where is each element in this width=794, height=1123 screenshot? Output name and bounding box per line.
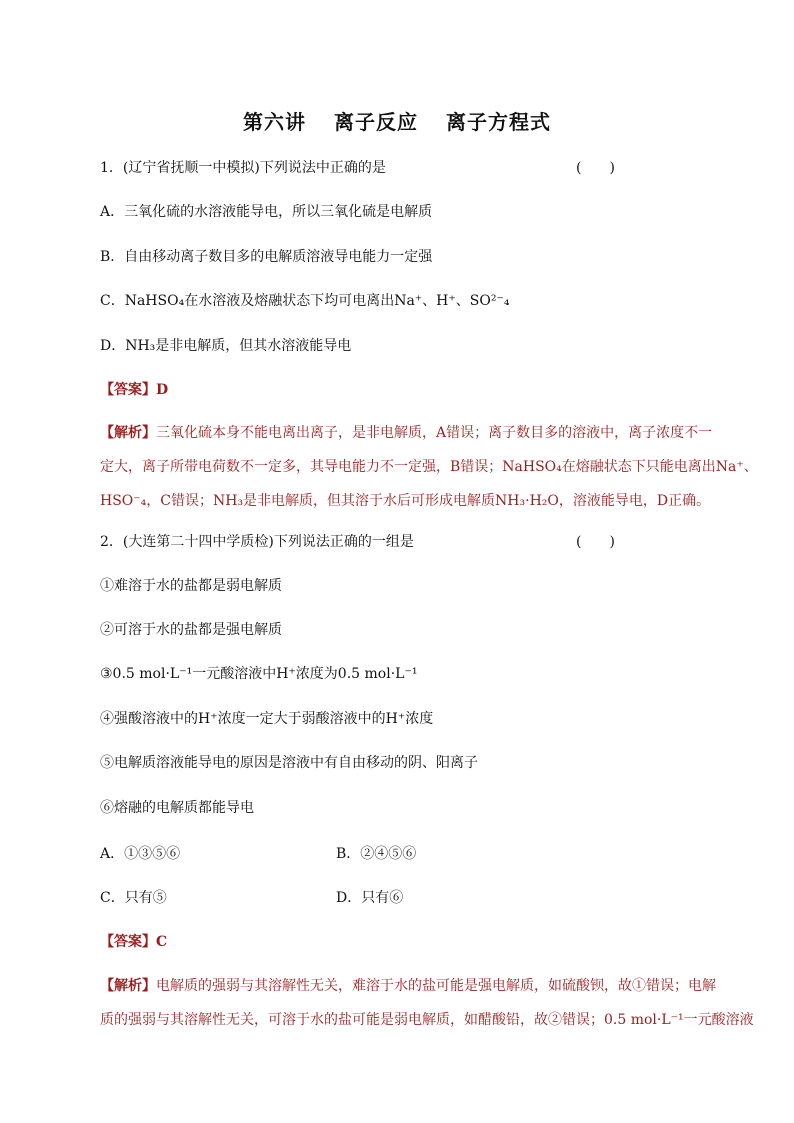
q1-answer-value: D bbox=[156, 382, 169, 398]
q2-exp-label: 【解析】 bbox=[100, 978, 156, 994]
q1-option-a: A．三氧化硫的水溶液能导电，所以三氧化硫是电解质 bbox=[100, 204, 433, 220]
q2-statement-1: ①难溶于水的盐都是弱电解质 bbox=[100, 578, 282, 594]
q2-statement-5: ⑤电解质溶液能导电的原因是溶液中有自由移动的阴、阳离子 bbox=[100, 755, 478, 771]
q1-exp-label: 【解析】 bbox=[100, 425, 156, 441]
q1-exp-line3: HSO⁻₄，C错误；NH₃是非电解质，但其溶于水后可形成电解质NH₃·H₂O，溶液能导电，D正确。 bbox=[100, 493, 711, 509]
q2-answer bbox=[100, 932, 167, 952]
page-title bbox=[0, 106, 794, 135]
q1-exp-line2: 定大，离子所带电荷数不一定多，其导电能力不一定强，B错误；NaHSO₄在熔融状态下只能电离出Na⁺、 bbox=[100, 459, 758, 475]
title-topic-1: 离子反应 bbox=[334, 110, 418, 134]
q1-answer-label: 【答案】 bbox=[100, 382, 156, 398]
q2-statement-2: ②可溶于水的盐都是强电解质 bbox=[100, 622, 282, 638]
q2-statement-3: ③0.5 mol·L⁻¹一元酸溶液中H⁺浓度为0.5 mol·L⁻¹ bbox=[100, 666, 418, 682]
q2-exp-line1: 电解质的强弱与其溶解性无关，难溶于水的盐可能是强电解质，如硫酸钡，故①错误；电解 bbox=[156, 978, 716, 994]
q2-answer-bracket: ( ) bbox=[576, 534, 615, 550]
q2-answer-value: C bbox=[156, 934, 168, 950]
q1-exp-line1: 三氧化硫本身不能电离出离子，是非电解质，A错误；离子数目多的溶液中，离子浓度不一 bbox=[156, 425, 713, 441]
q2-option-d: D．只有⑥ bbox=[336, 890, 404, 906]
q2-stem: 2．(大连第二十四中学质检)下列说法正确的一组是 bbox=[100, 534, 414, 550]
q1-explanation bbox=[100, 416, 758, 518]
q2-option-a: A．①③⑤⑥ bbox=[100, 846, 181, 862]
q2-option-b: B．②④⑤⑥ bbox=[336, 846, 417, 862]
q1-option-c: C．NaHSO₄在水溶液及熔融状态下均可电离出Na⁺、H⁺、SO²⁻₄ bbox=[100, 293, 510, 309]
title-lecture: 第六讲 bbox=[243, 110, 307, 134]
q2-option-c: C．只有⑤ bbox=[100, 890, 167, 906]
q2-statement-6: ⑥熔融的电解质都能导电 bbox=[100, 800, 254, 816]
q1-option-b: B．自由移动离子数目多的电解质溶液导电能力一定强 bbox=[100, 249, 433, 265]
q1-answer bbox=[100, 380, 168, 400]
q2-exp-line2: 质的强弱与其溶解性无关，可溶于水的盐可能是弱电解质，如醋酸铅，故②错误；0.5 mol·L⁻¹一元酸溶液 bbox=[100, 1012, 754, 1028]
q2-answer-label: 【答案】 bbox=[100, 934, 156, 950]
q1-option-d: D．NH₃是非电解质，但其水溶液能导电 bbox=[100, 338, 352, 354]
q2-explanation bbox=[100, 969, 754, 1037]
q1-answer-bracket: ( ) bbox=[576, 160, 615, 176]
q2-statement-4: ④强酸溶液中的H⁺浓度一定大于弱酸溶液中的H⁺浓度 bbox=[100, 711, 434, 727]
q1-stem: 1．(辽宁省抚顺一中模拟)下列说法中正确的是 bbox=[100, 160, 386, 176]
title-topic-2: 离子方程式 bbox=[445, 110, 551, 134]
